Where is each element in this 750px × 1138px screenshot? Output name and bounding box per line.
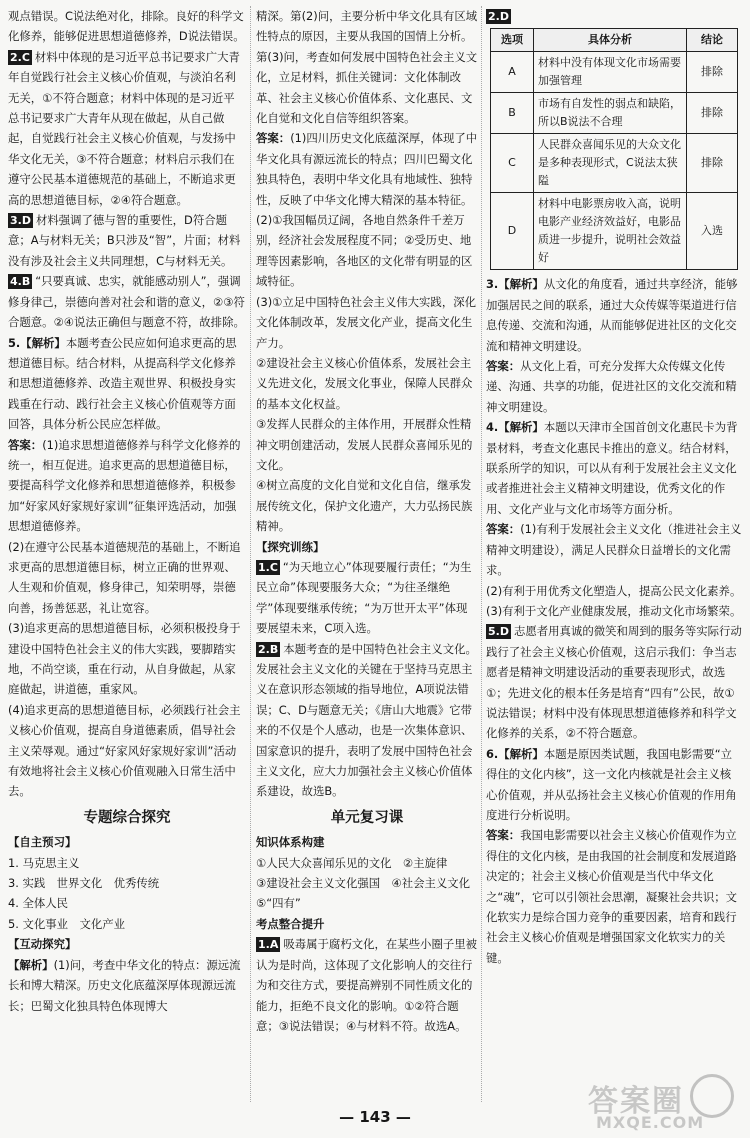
answer-label: 答案： — [486, 828, 521, 843]
answer-item — [8, 210, 246, 271]
table-cell: 材料中电影票房收入高，说明电影产业经济效益好，电影品质进一步提升，说明社会效益好 — [534, 193, 687, 270]
column-divider — [481, 6, 482, 1102]
explanation-text: 本题考查公民应如何追求更高的思想道德目标。结合材料，从提高科学文化修养和思想道德修养、改造主观世界、积极投身实践重在行动、践行社会主义核心价值观等方面回答，具体分析公民应怎样做。 — [8, 335, 237, 432]
table-row — [491, 52, 738, 93]
answer-item — [256, 934, 478, 1036]
answer-item — [8, 333, 246, 435]
answer-text: (3)①立足中国特色社会主义伟大实践，深化文化体制改革，发展文化产业，提高文化生产力。 — [256, 294, 476, 350]
answer-text: (2)有利于用优秀文化塑造人，提高公民文化素养。 — [486, 583, 742, 598]
page-number: — 143 — — [339, 1108, 411, 1126]
subsection-label: 考点整合提升 — [256, 916, 325, 931]
explanation-text: 本题考查的是中国特色社会主义文化。发展社会主义文化的关键在于坚持马克思主义在意识形态领域的指导地位，A项说法错误；C、D与题意无关；《唐山大地震》它带来的不仅是个人感动，也是一次集体意识、国家意识的提升，表明了发展中国特色社会主义文化，应大力加强社会主义核心价值体系建设，故选B。 — [256, 641, 477, 799]
section-title: 专题综合探究 — [83, 809, 171, 826]
list-item: 3. 实践 世界文化 优秀传统 — [8, 876, 160, 891]
explanation-text: “为天地立心”体现要履行责任；“为生民立命”体现要服务大众；“为往圣继绝学”体现要继承传统；“为万世开太平”体现要展望未来，C项入选。 — [256, 559, 472, 636]
answer-text: (2)①我国幅员辽阔，各地自然条件千差万别，经济社会发展程度不同；②受历史、地理等因素影响，各地区的文化带有明显的区域特征。 — [256, 213, 473, 289]
table-cell: 排除 — [687, 52, 738, 93]
question-number-tag: 3.D — [10, 214, 31, 228]
question-number-tag: 1.C — [258, 560, 278, 574]
answer-text: 我国电影需要以社会主义核心价值观作为立得住的文化内核，是由我国的社会制度和发展道路决定的；社会主义核心价值观是当代中华文化之“魂”，它可以引领社会思潮，凝聚社会共识；文化软实力是综合国力竞争的重要因素，培育和践行社会主义核心价值观是增强国家文化软实力的关键。 — [486, 828, 738, 965]
explanation-text: 从文化的角度看，通过共享经济，能够加强居民之间的联系，通过大众传媒等渠道进行信息传递、交流和沟通，从而能够促进社区的文化交流和精神文明建设。 — [486, 277, 738, 353]
subsection-label: 【探究训练】 — [256, 539, 325, 554]
answer-item — [486, 744, 742, 826]
answer-text: (1)四川历史文化底蕴深厚，体现了中华文化具有源远流长的特点；四川巴蜀文化独具特色，表明中华文化具有地域性、独特性，反映了中华文化博大精深的基本特征。 — [256, 131, 478, 207]
answer-label: 答案： — [486, 522, 521, 537]
analysis-label: 【解析】 — [8, 957, 54, 972]
answer-label: 答案： — [8, 437, 43, 452]
explanation-text: 材料中体现的是习近平总书记要求广大青年自觉践行社会主义核心价值观，与淡泊名利无关，①不符合题意；材料中体现的是习近平总书记要求广大青年从现在做起，从自己做起，自觉践行社会主义核心价值观，与发扬中华文化无关，③不符合题意；材料启示我们在遵守公民基本道德规范的基础上，不断追求更高的思想道德目标，②④符合题意。 — [8, 49, 240, 207]
paragraph: 精深。第(2)问，主要分析中华文化具有区域性特点的原因，主要从我国的国情上分析。第(3)问，考查如何发展中国特色社会主义文化，立足材料，抓住关键词：文化体制改革、社会主义核心价值体系、文化惠民、文化自觉和文化自信等组织答案。 — [256, 9, 478, 126]
question-number-tag: 2.D — [488, 10, 509, 23]
explanation-text: “只要真诚、忠实，就能感动别人”，强调修身律己，崇德向善对社会和谐的意义，②③符合题意。②④说法正确但与题意不符，故排除。 — [8, 274, 245, 330]
table-cell: 人民群众喜闻乐见的大众文化是多种表现形式，C说法太狭隘 — [534, 134, 687, 193]
subsection-label: 【互动探究】 — [8, 937, 77, 952]
table-cell: A — [491, 52, 534, 93]
table-header: 具体分析 — [534, 29, 687, 52]
column-middle — [256, 6, 482, 1036]
explanation-text: 志愿者用真诚的微笑和周到的服务等实际行动践行了社会主义核心价值观，这启示我们：争当志愿者是精神文明建设活动的重要表现形式，故选①；先进文化的根本任务是培育“四有”公民，故①说法错误；材料中没有体现思想道德修养和科学文化修养的关系，②不符合题意。 — [486, 624, 742, 741]
question-number-tag: 3.【解析】 — [486, 277, 544, 292]
question-number-tag: 5.D — [488, 625, 509, 639]
answer-label: 答案： — [486, 359, 521, 374]
answer-text: (4)追求更高的思想道德目标，必须践行社会主义核心价值观，提高自身道德素质，倡导社会主义荣辱观。通过“好家风好家规好家训”活动有效地将社会主义核心价值观融入日常生活中去。 — [8, 702, 241, 799]
paragraph: 观点错误。C说法绝对化，排除。良好的科学文化修养，能够促进思想道德修养，D说法错误。 — [8, 9, 245, 44]
answer-item — [486, 621, 742, 743]
answer-item — [486, 274, 742, 356]
answer-text: ④树立高度的文化自觉和文化自信，继承发展传统文化，保护文化遗产，大力弘扬民族精神。 — [256, 478, 473, 534]
answer-text: ③发挥人民群众的主体作用，开展群众性精神文明创建活动，发展人民群众喜闻乐见的文化。 — [256, 417, 473, 472]
table-row — [491, 193, 738, 270]
subsection-label: 【自主预习】 — [8, 835, 77, 850]
explanation-text: (1)问，考查中华文化的特点：源远流长和博大精深。历史文化底蕴深厚体现源远流长；巴蜀文化独具特色体现博大 — [8, 957, 241, 1013]
column-left — [8, 6, 246, 1016]
question-number-tag: 6.【解析】 — [486, 746, 544, 761]
table-cell: 市场有自发性的弱点和缺陷，所以B说法不合理 — [534, 93, 687, 134]
answer-item — [8, 47, 246, 210]
list-item: 4. 全体人民 — [8, 896, 69, 911]
explanation-text: 吸毒属于腐朽文化，在某些小圈子里被认为是时尚，这体现了文化影响人的交往行为和交往方式，要提高辨别不同性质文化的能力，拒绝不良文化的影响。①②符合题意；③说法错误；④与材料不符。故选A。 — [256, 937, 478, 1033]
watermark-ring-icon — [690, 1074, 734, 1118]
explanation-text: 材料强调了德与智的重要性，D符合题意；A与材料无关；B只涉及“智”，片面；材料没有涉及社会主义共同理想，C与材料无关。 — [8, 213, 241, 268]
table-row — [491, 134, 738, 193]
question-number-tag: 4.【解析】 — [486, 420, 544, 435]
answer-item — [8, 271, 246, 332]
question-number-tag: 2.C — [10, 50, 30, 64]
question-number-tag: 4.B — [10, 275, 31, 289]
question-number-tag: 5.【解析】 — [8, 335, 66, 350]
explanation-text: 本题是原因类试题，我国电影需要“立得住的文化内核”，这一文化内核就是社会主义核心价值观，并从弘扬社会主义核心价值观的作用角度进行分析说明。 — [486, 746, 737, 822]
analysis-table — [490, 28, 738, 270]
answer-item — [256, 557, 478, 639]
question-number-tag: 1.A — [258, 938, 279, 952]
table-cell: 排除 — [687, 93, 738, 134]
table-header-row — [491, 29, 738, 52]
watermark-text: 答案圈 — [588, 1084, 684, 1119]
watermark-url: MXQE.COM — [596, 1113, 705, 1132]
column-right — [486, 6, 742, 968]
answer-text: 从文化上看，可充分发挥大众传媒文化传递、沟通、共享的功能，促进社区的文化交流和精神文明建设。 — [486, 359, 737, 414]
table-header: 结论 — [687, 29, 738, 52]
watermark-logo — [588, 1074, 738, 1132]
page-number-value: 143 — [359, 1108, 391, 1126]
subsection-label: 知识体系构建 — [256, 835, 325, 850]
table-cell: C — [491, 134, 534, 193]
table-row — [491, 93, 738, 134]
answer-text: (1)追求思想道德修养与科学文化修养的统一，相互促进。追求更高的思想道德目标，要提高科学文化修养和思想道德修养，积极参加“好家风好家规好家训”征集评选活动，加强思想道德修养。 — [8, 437, 241, 534]
answer-item — [486, 417, 742, 519]
answer-label: 答案： — [256, 131, 291, 146]
answer-text: (2)在遵守公民基本道德规范的基础上，不断追求更高的思想道德目标，树立正确的世界观、人生观和价值观，修身律己，知荣明辱，崇德向善，扬善惩恶，礼让宽容。 — [8, 539, 241, 615]
list-item: 5. 文化事业 文化产业 — [8, 916, 126, 931]
table-cell: 材料中没有体现文化市场需要加强管理 — [534, 52, 687, 93]
answer-text: (3)有利于文化产业健康发展，推动文化市场繁荣。 — [486, 603, 742, 618]
list-item: ①人民大众喜闻乐见的文化 ②主旋律 — [256, 855, 448, 870]
column-divider — [250, 6, 251, 1102]
question-number-tag: 2.B — [258, 642, 279, 656]
explanation-text: 本题以天津市全国首创文化惠民卡为背景材料，考查文化惠民卡推出的意义。结合材料，联系所学的知识，可以从有利于发展社会主义文化或者推进社会主义精神文明建设，优秀文化的作用、文化产业与文化市场等方面分析。 — [486, 420, 738, 516]
section-title: 单元复习课 — [330, 809, 404, 826]
answer-text: (1)有利于发展社会主义文化（推进社会主义精神文明建设），满足人民群众日益增长的文化需求。 — [486, 522, 742, 578]
list-item: 1. 马克思主义 — [8, 855, 80, 870]
table-cell: D — [491, 193, 534, 270]
table-cell: 排除 — [687, 134, 738, 193]
list-item: ③建设社会主义文化强国 ④社会主义文化 ⑤“四有” — [256, 876, 482, 911]
table-cell: B — [491, 93, 534, 134]
table-header: 选项 — [491, 29, 534, 52]
table-cell: 入选 — [687, 193, 738, 270]
answer-item — [256, 639, 478, 802]
answer-text: ②建设社会主义核心价值体系，发展社会主义先进文化，发展文化事业，保障人民群众的基本文化权益。 — [256, 355, 473, 411]
answer-text: (3)追求更高的思想道德目标，必须积极投身于建设中国特色社会主义的伟大实践，要脚踏实地，不尚空谈，重在行动，从自身做起，从家庭做起，讲道德，重家风。 — [8, 621, 241, 697]
